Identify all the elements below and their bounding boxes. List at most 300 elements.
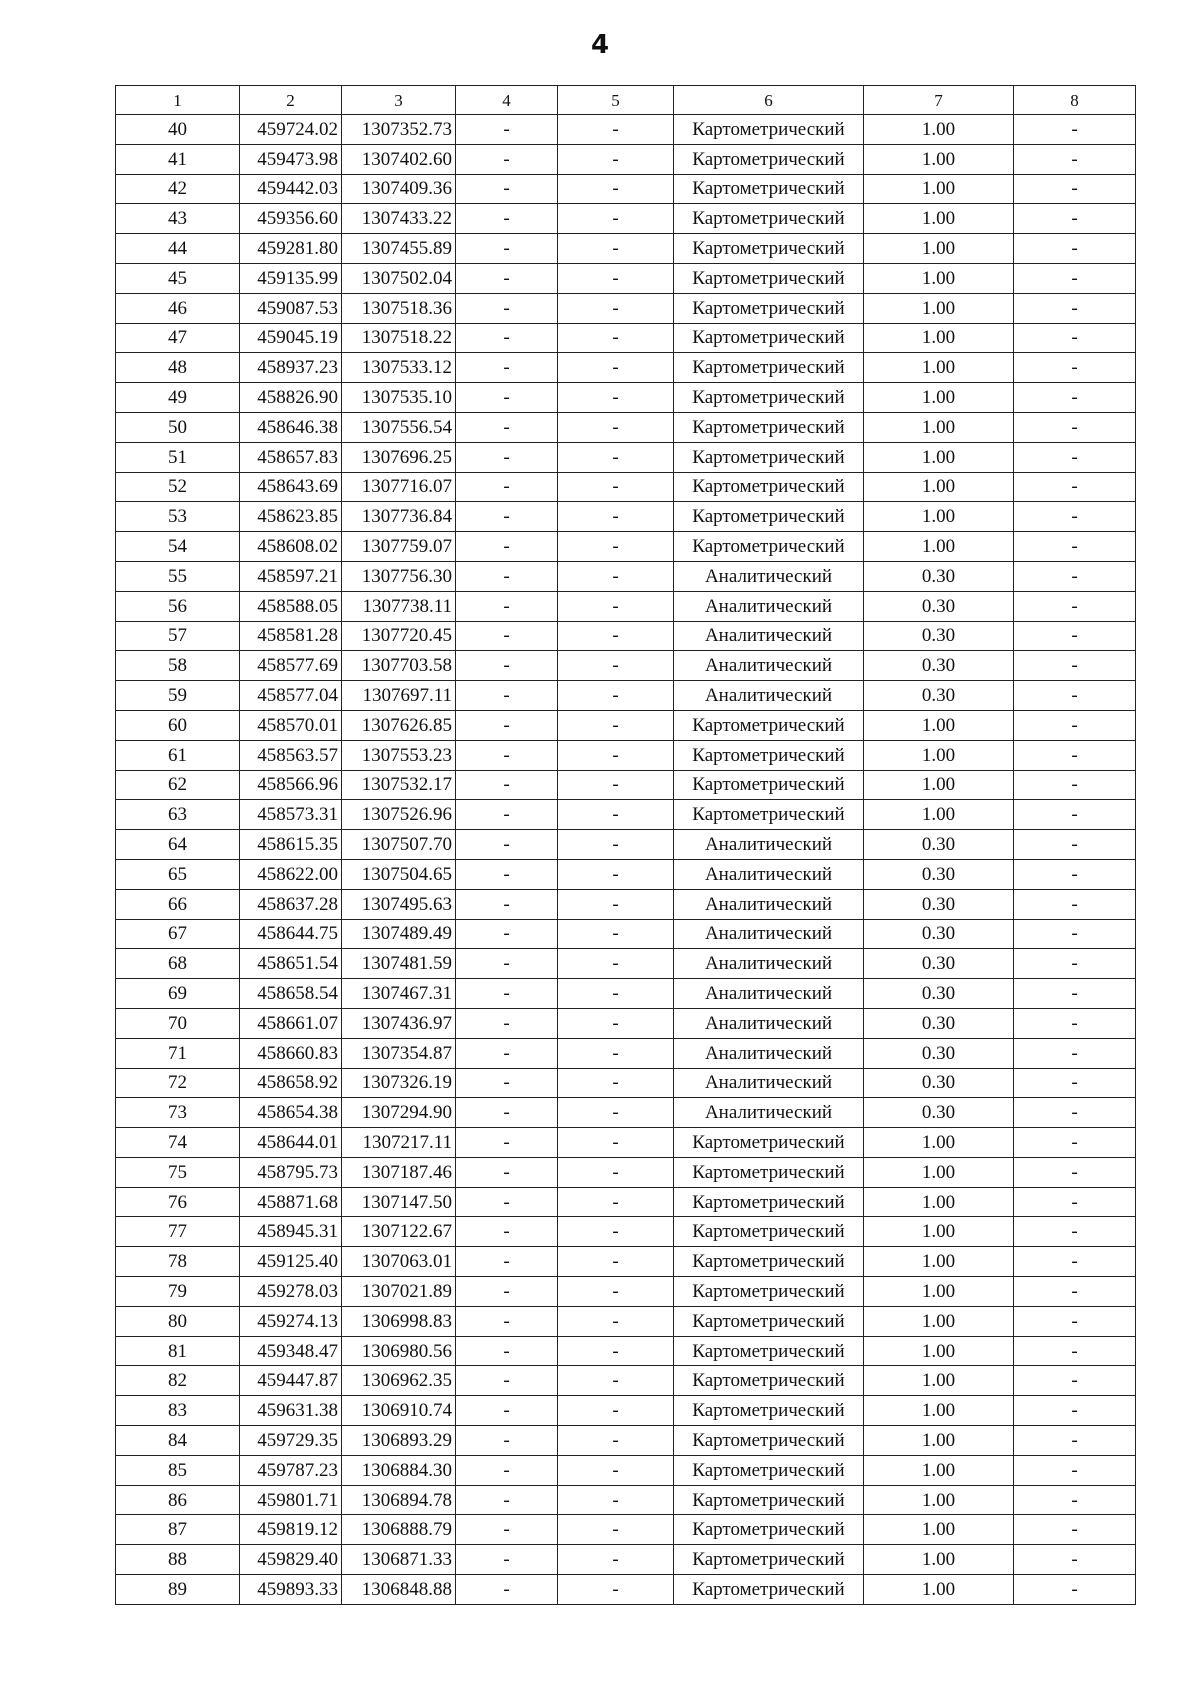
point-number-cell: 64 [116,830,240,860]
col4-cell: - [456,1247,558,1277]
x-coordinate-cell: 458871.68 [240,1187,342,1217]
col8-cell: - [1014,1187,1136,1217]
method-cell: Картометрический [674,323,864,353]
x-coordinate-cell: 459045.19 [240,323,342,353]
col5-cell: - [558,472,674,502]
x-coordinate-cell: 458563.57 [240,740,342,770]
col4-cell: - [456,1575,558,1605]
accuracy-cell: 1.00 [864,263,1014,293]
col8-cell: - [1014,859,1136,889]
point-number-cell: 44 [116,234,240,264]
col4-cell: - [456,204,558,234]
y-coordinate-cell: 1307759.07 [342,532,456,562]
y-coordinate-cell: 1307504.65 [342,859,456,889]
accuracy-cell: 1.00 [864,174,1014,204]
col8-cell: - [1014,472,1136,502]
table-row [116,174,1136,204]
col4-cell: - [456,889,558,919]
y-coordinate-cell: 1307481.59 [342,949,456,979]
x-coordinate-cell: 459087.53 [240,293,342,323]
accuracy-cell: 0.30 [864,591,1014,621]
table-row [116,681,1136,711]
point-number-cell: 54 [116,532,240,562]
x-coordinate-cell: 458566.96 [240,770,342,800]
table-row [116,1187,1136,1217]
x-coordinate-cell: 458637.28 [240,889,342,919]
col8-cell: - [1014,532,1136,562]
col4-cell: - [456,502,558,532]
method-cell: Картометрический [674,770,864,800]
col5-cell: - [558,681,674,711]
point-number-cell: 86 [116,1485,240,1515]
point-number-cell: 55 [116,561,240,591]
col5-cell: - [558,383,674,413]
point-number-cell: 58 [116,651,240,681]
y-coordinate-cell: 1307122.67 [342,1217,456,1247]
method-cell: Аналитический [674,1098,864,1128]
y-coordinate-cell: 1307553.23 [342,740,456,770]
method-cell: Аналитический [674,591,864,621]
col4-cell: - [456,1306,558,1336]
col4-cell: - [456,919,558,949]
x-coordinate-cell: 459724.02 [240,115,342,145]
col8-cell: - [1014,1366,1136,1396]
table-header-row [116,86,1136,115]
y-coordinate-cell: 1307495.63 [342,889,456,919]
col4-cell: - [456,621,558,651]
col8-cell: - [1014,561,1136,591]
table-row [116,1396,1136,1426]
point-number-cell: 89 [116,1575,240,1605]
y-coordinate-cell: 1306962.35 [342,1366,456,1396]
y-coordinate-cell: 1307507.70 [342,830,456,860]
col5-cell: - [558,1366,674,1396]
table-body [116,115,1136,1605]
y-coordinate-cell: 1307518.36 [342,293,456,323]
table-row [116,1545,1136,1575]
accuracy-cell: 1.00 [864,353,1014,383]
col4-cell: - [456,1128,558,1158]
accuracy-cell: 0.30 [864,1068,1014,1098]
point-number-cell: 49 [116,383,240,413]
accuracy-cell: 1.00 [864,1426,1014,1456]
col5-cell: - [558,859,674,889]
y-coordinate-cell: 1307518.22 [342,323,456,353]
col4-cell: - [456,1455,558,1485]
x-coordinate-cell: 459729.35 [240,1426,342,1456]
x-coordinate-cell: 458573.31 [240,800,342,830]
col5-cell: - [558,1068,674,1098]
col4-cell: - [456,442,558,472]
x-coordinate-cell: 459631.38 [240,1396,342,1426]
point-number-cell: 76 [116,1187,240,1217]
point-number-cell: 78 [116,1247,240,1277]
col5-cell: - [558,1187,674,1217]
table-row [116,651,1136,681]
col5-cell: - [558,323,674,353]
method-cell: Аналитический [674,681,864,711]
x-coordinate-cell: 459356.60 [240,204,342,234]
y-coordinate-cell: 1307409.36 [342,174,456,204]
x-coordinate-cell: 459787.23 [240,1455,342,1485]
coordinates-table [115,85,1136,1605]
x-coordinate-cell: 458658.54 [240,979,342,1009]
col8-cell: - [1014,710,1136,740]
col8-cell: - [1014,502,1136,532]
col5-cell: - [558,1098,674,1128]
col5-cell: - [558,353,674,383]
col8-cell: - [1014,1485,1136,1515]
method-cell: Аналитический [674,561,864,591]
x-coordinate-cell: 458597.21 [240,561,342,591]
y-coordinate-cell: 1307502.04 [342,263,456,293]
col8-cell: - [1014,1217,1136,1247]
col8-cell: - [1014,889,1136,919]
table-row [116,561,1136,591]
col8-cell: - [1014,740,1136,770]
x-coordinate-cell: 459442.03 [240,174,342,204]
table-row [116,204,1136,234]
x-coordinate-cell: 459348.47 [240,1336,342,1366]
accuracy-cell: 0.30 [864,1038,1014,1068]
table-row [116,1247,1136,1277]
table-row [116,919,1136,949]
method-cell: Аналитический [674,621,864,651]
accuracy-cell: 1.00 [864,1157,1014,1187]
point-number-cell: 84 [116,1426,240,1456]
method-cell: Аналитический [674,889,864,919]
point-number-cell: 59 [116,681,240,711]
col5-cell: - [558,1217,674,1247]
x-coordinate-cell: 458661.07 [240,1008,342,1038]
col5-cell: - [558,204,674,234]
col5-cell: - [558,710,674,740]
accuracy-cell: 1.00 [864,1187,1014,1217]
col5-cell: - [558,144,674,174]
method-cell: Картометрический [674,1157,864,1187]
point-number-cell: 63 [116,800,240,830]
method-cell: Картометрический [674,1306,864,1336]
method-cell: Картометрический [674,263,864,293]
method-cell: Аналитический [674,919,864,949]
col5-cell: - [558,1455,674,1485]
x-coordinate-cell: 459829.40 [240,1545,342,1575]
table-row [116,621,1136,651]
y-coordinate-cell: 1306980.56 [342,1336,456,1366]
x-coordinate-cell: 458658.92 [240,1068,342,1098]
accuracy-cell: 1.00 [864,1515,1014,1545]
col4-cell: - [456,115,558,145]
method-cell: Аналитический [674,859,864,889]
accuracy-cell: 0.30 [864,1008,1014,1038]
col5-cell: - [558,1396,674,1426]
y-coordinate-cell: 1307147.50 [342,1187,456,1217]
method-cell: Картометрический [674,353,864,383]
point-number-cell: 88 [116,1545,240,1575]
col8-cell: - [1014,591,1136,621]
col4-cell: - [456,1515,558,1545]
column-header-2: 2 [240,86,342,115]
method-cell: Картометрический [674,1455,864,1485]
col8-cell: - [1014,442,1136,472]
col8-cell: - [1014,234,1136,264]
col5-cell: - [558,234,674,264]
accuracy-cell: 1.00 [864,770,1014,800]
x-coordinate-cell: 459274.13 [240,1306,342,1336]
y-coordinate-cell: 1307738.11 [342,591,456,621]
x-coordinate-cell: 459125.40 [240,1247,342,1277]
method-cell: Аналитический [674,979,864,1009]
table-row [116,1068,1136,1098]
col8-cell: - [1014,800,1136,830]
col4-cell: - [456,472,558,502]
method-cell: Картометрический [674,532,864,562]
method-cell: Картометрический [674,1217,864,1247]
col8-cell: - [1014,770,1136,800]
col4-cell: - [456,1157,558,1187]
x-coordinate-cell: 458654.38 [240,1098,342,1128]
table-row [116,591,1136,621]
col4-cell: - [456,740,558,770]
y-coordinate-cell: 1307187.46 [342,1157,456,1187]
method-cell: Аналитический [674,1068,864,1098]
table-row [116,532,1136,562]
method-cell: Картометрический [674,1426,864,1456]
point-number-cell: 83 [116,1396,240,1426]
method-cell: Аналитический [674,651,864,681]
col4-cell: - [456,532,558,562]
col5-cell: - [558,561,674,591]
column-header-1: 1 [116,86,240,115]
y-coordinate-cell: 1307354.87 [342,1038,456,1068]
col8-cell: - [1014,830,1136,860]
accuracy-cell: 1.00 [864,800,1014,830]
col5-cell: - [558,591,674,621]
table-row [116,353,1136,383]
col8-cell: - [1014,1038,1136,1068]
col8-cell: - [1014,263,1136,293]
col5-cell: - [558,1038,674,1068]
method-cell: Картометрический [674,293,864,323]
table-row [116,412,1136,442]
method-cell: Картометрический [674,1545,864,1575]
point-number-cell: 73 [116,1098,240,1128]
point-number-cell: 43 [116,204,240,234]
accuracy-cell: 1.00 [864,1575,1014,1605]
point-number-cell: 45 [116,263,240,293]
method-cell: Картометрический [674,174,864,204]
accuracy-cell: 1.00 [864,1217,1014,1247]
col8-cell: - [1014,651,1136,681]
y-coordinate-cell: 1306884.30 [342,1455,456,1485]
col4-cell: - [456,1545,558,1575]
accuracy-cell: 1.00 [864,1545,1014,1575]
x-coordinate-cell: 458945.31 [240,1217,342,1247]
accuracy-cell: 1.00 [864,442,1014,472]
x-coordinate-cell: 458937.23 [240,353,342,383]
column-header-3: 3 [342,86,456,115]
method-cell: Картометрический [674,115,864,145]
col4-cell: - [456,293,558,323]
accuracy-cell: 1.00 [864,204,1014,234]
col5-cell: - [558,1485,674,1515]
x-coordinate-cell: 459801.71 [240,1485,342,1515]
accuracy-cell: 0.30 [864,651,1014,681]
col5-cell: - [558,800,674,830]
y-coordinate-cell: 1307756.30 [342,561,456,591]
accuracy-cell: 0.30 [864,889,1014,919]
col8-cell: - [1014,919,1136,949]
y-coordinate-cell: 1307217.11 [342,1128,456,1158]
point-number-cell: 82 [116,1366,240,1396]
point-number-cell: 69 [116,979,240,1009]
col5-cell: - [558,502,674,532]
table-row [116,830,1136,860]
y-coordinate-cell: 1307697.11 [342,681,456,711]
x-coordinate-cell: 458615.35 [240,830,342,860]
table-row [116,1306,1136,1336]
x-coordinate-cell: 458644.01 [240,1128,342,1158]
accuracy-cell: 1.00 [864,234,1014,264]
col4-cell: - [456,681,558,711]
method-cell: Картометрический [674,1396,864,1426]
table-row [116,770,1136,800]
table-row [116,323,1136,353]
y-coordinate-cell: 1307703.58 [342,651,456,681]
col4-cell: - [456,1068,558,1098]
col5-cell: - [558,1306,674,1336]
point-number-cell: 51 [116,442,240,472]
col5-cell: - [558,830,674,860]
x-coordinate-cell: 459447.87 [240,1366,342,1396]
x-coordinate-cell: 459135.99 [240,263,342,293]
col5-cell: - [558,1157,674,1187]
col5-cell: - [558,1515,674,1545]
col8-cell: - [1014,115,1136,145]
point-number-cell: 57 [116,621,240,651]
accuracy-cell: 0.30 [864,949,1014,979]
y-coordinate-cell: 1306871.33 [342,1545,456,1575]
col5-cell: - [558,1426,674,1456]
x-coordinate-cell: 458570.01 [240,710,342,740]
point-number-cell: 53 [116,502,240,532]
table-row [116,949,1136,979]
method-cell: Картометрический [674,144,864,174]
col4-cell: - [456,1277,558,1307]
y-coordinate-cell: 1306998.83 [342,1306,456,1336]
table-row [116,710,1136,740]
col4-cell: - [456,383,558,413]
col5-cell: - [558,532,674,562]
col5-cell: - [558,442,674,472]
x-coordinate-cell: 458577.69 [240,651,342,681]
y-coordinate-cell: 1307736.84 [342,502,456,532]
y-coordinate-cell: 1307021.89 [342,1277,456,1307]
col8-cell: - [1014,949,1136,979]
accuracy-cell: 1.00 [864,1485,1014,1515]
accuracy-cell: 0.30 [864,681,1014,711]
col5-cell: - [558,174,674,204]
col4-cell: - [456,859,558,889]
col5-cell: - [558,979,674,1009]
x-coordinate-cell: 458657.83 [240,442,342,472]
col8-cell: - [1014,1306,1136,1336]
y-coordinate-cell: 1307626.85 [342,710,456,740]
y-coordinate-cell: 1307696.25 [342,442,456,472]
method-cell: Картометрический [674,1485,864,1515]
accuracy-cell: 0.30 [864,859,1014,889]
accuracy-cell: 1.00 [864,532,1014,562]
x-coordinate-cell: 459893.33 [240,1575,342,1605]
column-header-8: 8 [1014,86,1136,115]
y-coordinate-cell: 1307533.12 [342,353,456,383]
method-cell: Картометрический [674,1336,864,1366]
table-row [116,472,1136,502]
x-coordinate-cell: 458644.75 [240,919,342,949]
table-row [116,859,1136,889]
x-coordinate-cell: 459281.80 [240,234,342,264]
col4-cell: - [456,830,558,860]
x-coordinate-cell: 458608.02 [240,532,342,562]
accuracy-cell: 1.00 [864,1128,1014,1158]
method-cell: Картометрический [674,1515,864,1545]
method-cell: Картометрический [674,740,864,770]
col5-cell: - [558,1008,674,1038]
x-coordinate-cell: 459819.12 [240,1515,342,1545]
col4-cell: - [456,263,558,293]
col5-cell: - [558,1575,674,1605]
y-coordinate-cell: 1307535.10 [342,383,456,413]
x-coordinate-cell: 459473.98 [240,144,342,174]
x-coordinate-cell: 458623.85 [240,502,342,532]
table-row [116,293,1136,323]
table-row [116,263,1136,293]
y-coordinate-cell: 1307467.31 [342,979,456,1009]
y-coordinate-cell: 1307526.96 [342,800,456,830]
x-coordinate-cell: 458588.05 [240,591,342,621]
col8-cell: - [1014,383,1136,413]
point-number-cell: 50 [116,412,240,442]
x-coordinate-cell: 458646.38 [240,412,342,442]
point-number-cell: 52 [116,472,240,502]
table-row [116,1098,1136,1128]
col8-cell: - [1014,1277,1136,1307]
accuracy-cell: 1.00 [864,472,1014,502]
table-row [116,1157,1136,1187]
point-number-cell: 68 [116,949,240,979]
table-row [116,1455,1136,1485]
method-cell: Аналитический [674,830,864,860]
col4-cell: - [456,710,558,740]
col5-cell: - [558,263,674,293]
y-coordinate-cell: 1306848.88 [342,1575,456,1605]
y-coordinate-cell: 1307326.19 [342,1068,456,1098]
col4-cell: - [456,561,558,591]
y-coordinate-cell: 1306888.79 [342,1515,456,1545]
accuracy-cell: 1.00 [864,1247,1014,1277]
table-row [116,1217,1136,1247]
point-number-cell: 42 [116,174,240,204]
col5-cell: - [558,1336,674,1366]
col8-cell: - [1014,144,1136,174]
table-row [116,1038,1136,1068]
accuracy-cell: 0.30 [864,561,1014,591]
col4-cell: - [456,1426,558,1456]
y-coordinate-cell: 1307436.97 [342,1008,456,1038]
method-cell: Картометрический [674,1575,864,1605]
col5-cell: - [558,889,674,919]
table-row [116,234,1136,264]
